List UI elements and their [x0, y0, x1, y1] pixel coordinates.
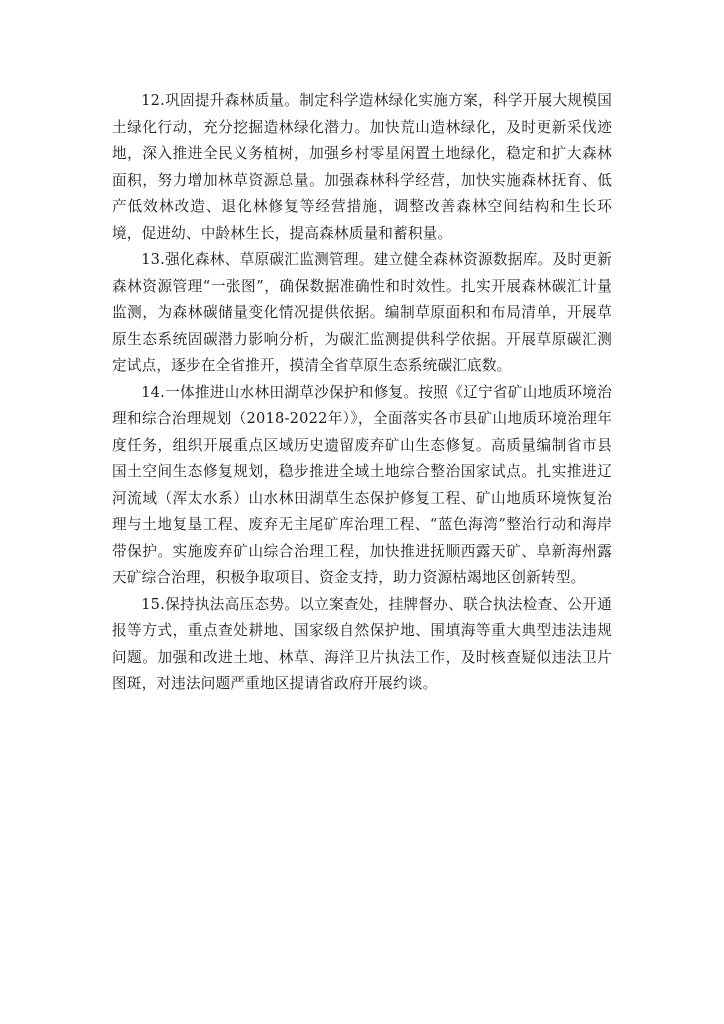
paragraph-14-ecological-restoration: 14.一体推进山水林田湖草沙保护和修复。按照《辽宁省矿山地质环境治理和综合治理规划（2018-2022年）》，全面落实各市县矿山地质环境治理年度任务，组织开展重点区域历史遗留废弃矿山生态修复。高质量编制省市县国土空间生态修复规划，稳步推进全域土地综合整治国家试点。扎实推进辽河流域（浑太水系）山水林田湖草生态保护修复工程、矿山地质环境恢复治理与土地复垦工程、废弃无主尾矿库治理工程、“蓝色海湾”整治行动和海岸带保护。实施废弃矿山综合治理工程，加快推进抚顺西露天矿、阜新海州露天矿综合治理，积极争取项目、资金支持，助力资源枯竭地区创新转型。 [112, 383, 612, 586]
document-body [112, 88, 612, 698]
paragraph-15-law-enforcement: 15.保持执法高压态势。以立案查处，挂牌督办、联合执法检查、公开通报等方式，重点查处耕地、国家级自然保护地、围填海等重大典型违法违规问题。加强和改进土地、林草、海洋卫片执法工作，及时核查疑似违法卫片图斑，对违法问题严重地区提请省政府开展约谈。 [112, 595, 612, 692]
paragraph-12-forest-quality: 12.巩固提升森林质量。制定科学造林绿化实施方案，科学开展大规模国土绿化行动，充分挖掘造林绿化潜力。加快荒山造林绿化，及时更新采伐迹地，深入推进全民义务植树，加强乡村零星闲置土地绿化，稳定和扩大森林面积，努力增加林草资源总量。加强森林科学经营，加快实施森林抚育、低产低效林改造、退化林修复等经营措施，调整改善森林空间结构和生长环境，促进幼、中龄林生长，提高森林质量和蓄积量。 [112, 92, 612, 242]
paragraph-13-carbon-sink-monitoring: 13.强化森林、草原碳汇监测管理。建立健全森林资源数据库。及时更新森林资源管理“一张图”，确保数据准确性和时效性。扎实开展森林碳汇计量监测，为森林碳储量变化情况提供依据。编制草原面积和布局清单，开展草原生态系统固碳潜力影响分析，为碳汇监测提供科学依据。开展草原碳汇测定试点，逐步在全省推开，摸清全省草原生态系统碳汇底数。 [112, 251, 612, 374]
